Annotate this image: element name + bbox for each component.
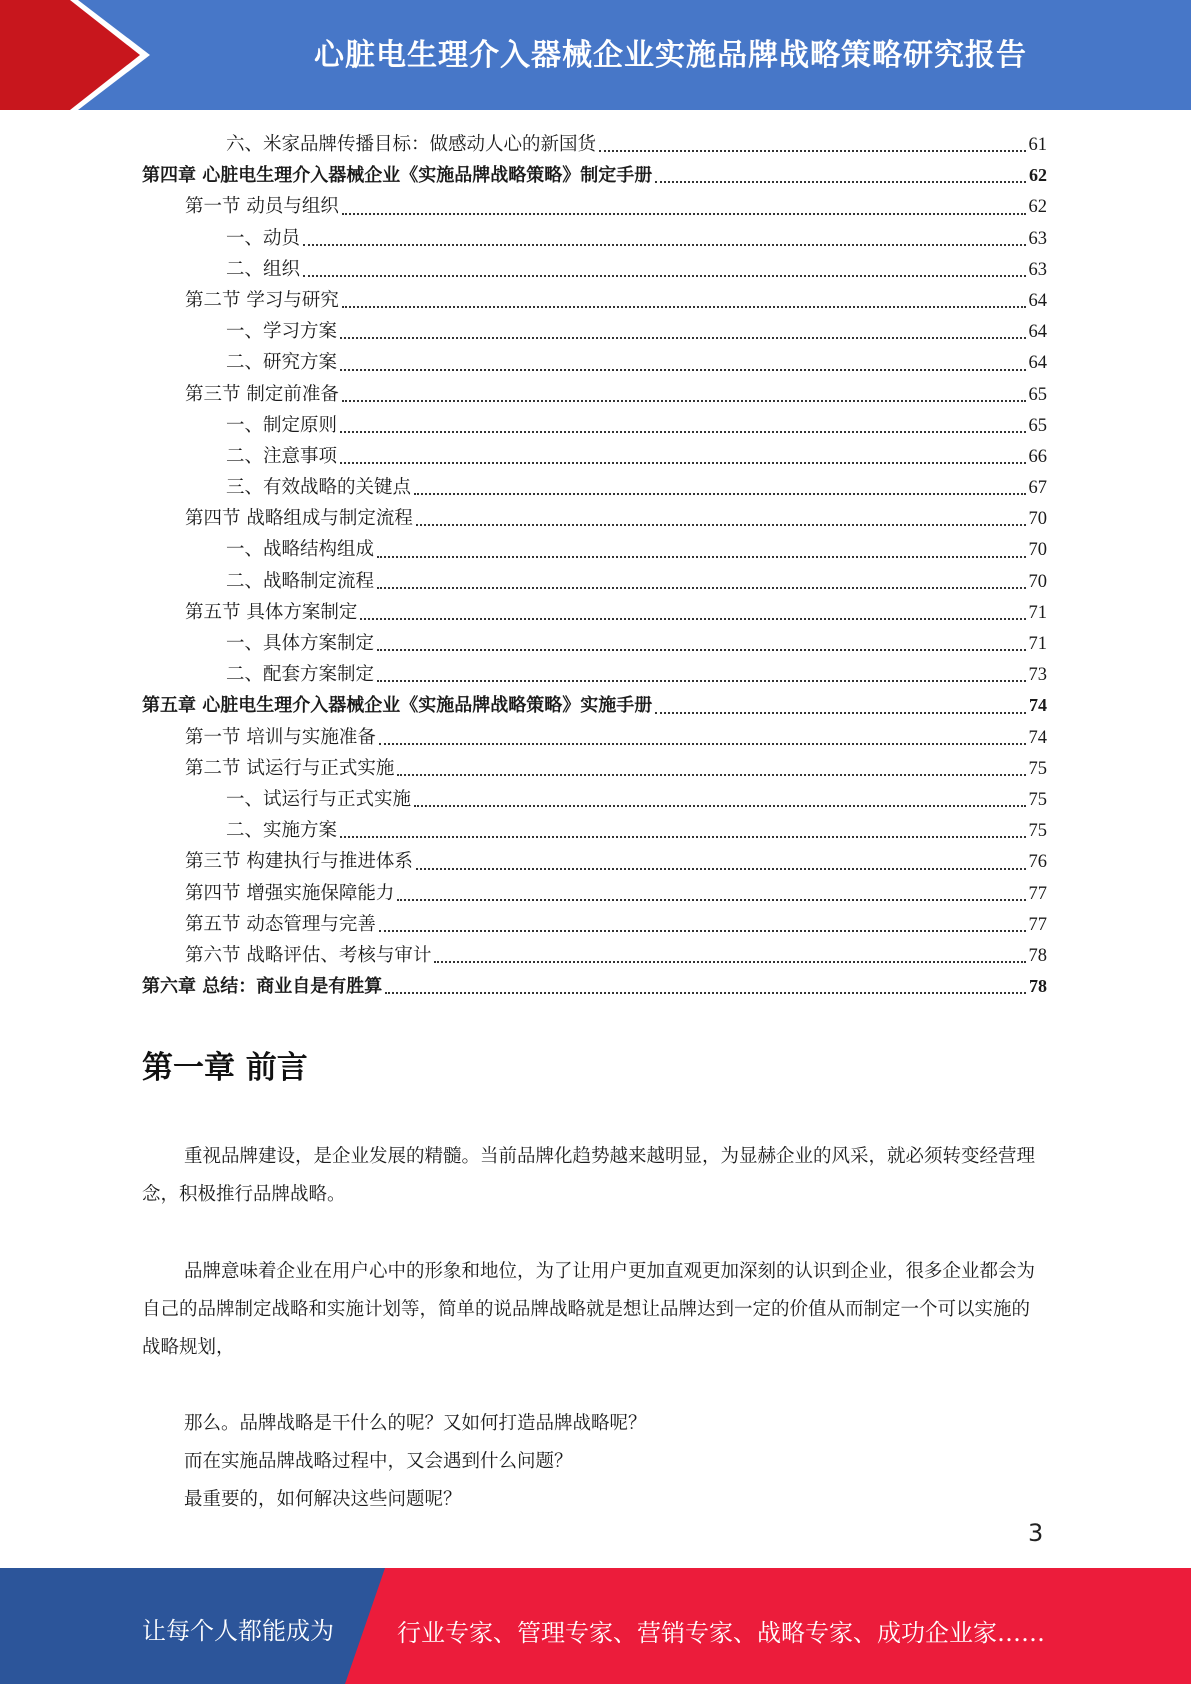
toc-section-entry[interactable] [142,191,1047,222]
toc-page-number: 70 [1028,571,1047,592]
header-title: 心脏电生理介入器械企业实施品牌战略策略研究报告 [314,38,1027,73]
toc-entry-title: 第五节 具体方案制定 [185,601,358,623]
toc-section-entry[interactable] [142,503,1047,534]
toc-dot-leader [340,430,1025,433]
toc-entry-title: 第四节 战略组成与制定流程 [185,508,413,530]
toc-page-number: 77 [1028,883,1047,904]
toc-entry-title: 一、动员 [226,227,301,249]
toc-page-number: 66 [1028,446,1047,467]
toc-section-entry[interactable] [142,878,1047,909]
toc-page-number: 63 [1028,228,1047,249]
page-header [0,0,1191,110]
toc-entry-title: 第五节 动态管理与完善 [185,913,376,935]
toc-page-number: 75 [1028,821,1047,842]
toc-dot-leader [414,492,1025,495]
toc-entry-title: 一、具体方案制定 [226,633,375,654]
toc-dot-leader [385,991,1026,994]
question-list [142,1405,1047,1519]
toc-dot-leader [340,336,1025,339]
footer-slogan-right: 行业专家、管理专家、营销专家、战略专家、成功企业家…… [397,1619,1045,1647]
toc-dot-leader [342,399,1026,402]
toc-dot-leader [377,586,1025,589]
toc-dot-leader [655,711,1026,714]
toc-entry-title: 第五章 心脏电生理介入器械企业《实施品牌战略策略》实施手册 [142,695,653,717]
toc-page-number: 75 [1028,789,1047,810]
toc-entry-title: 一、试运行与正式实施 [226,788,412,810]
toc-subsection-entry[interactable] [142,628,1047,659]
toc-page-number: 78 [1028,945,1047,966]
toc-page-number: 77 [1028,914,1047,935]
chapter-title: 第一章 前言 [142,1050,308,1086]
toc-page-number: 71 [1028,634,1047,654]
toc-dot-leader [377,555,1025,558]
toc-page-number: 64 [1028,322,1047,343]
toc-entry-title: 第一节 培训与实施准备 [185,726,376,748]
toc-subsection-entry[interactable] [142,441,1047,472]
page-number: 3 [1028,1519,1044,1547]
toc-entry-title: 第六节 战略评估、考核与审计 [185,944,432,966]
toc-subsection-entry[interactable] [142,815,1047,846]
toc-subsection-entry[interactable] [142,316,1047,347]
toc-page-number: 61 [1028,135,1047,155]
toc-dot-leader [303,243,1025,246]
toc-dot-leader [342,212,1026,215]
question-line-1: 那么。品牌战略是干什么的呢？又如何打造品牌战略呢？ [184,1413,647,1434]
toc-entry-title: 第二节 试运行与正式实施 [185,757,395,779]
toc-subsection-entry[interactable] [142,534,1047,565]
toc-dot-leader [434,960,1025,963]
toc-entry-title: 第四章 心脏电生理介入器械企业《实施品牌战略策略》制定手册 [142,165,653,187]
toc-entry-title: 一、学习方案 [226,321,338,343]
toc-subsection-entry[interactable] [142,347,1047,378]
toc-entry-title: 二、实施方案 [226,820,338,842]
toc-section-entry[interactable] [142,379,1047,410]
paragraph-1: 重视品牌建设，是企业发展的精髓。当前品牌化趋势越来越明显，为显赫企业的风采，就必须转变经营理念，积极推行品牌战略。 [142,1146,1036,1205]
toc-dot-leader [416,867,1026,870]
toc-page-number: 65 [1028,415,1047,436]
toc-entry-title: 二、注意事项 [226,445,338,467]
toc-dot-leader [655,180,1026,183]
toc-page-number: 64 [1028,353,1047,374]
toc-page-number: 64 [1028,290,1047,311]
toc-entry-title: 二、组织 [226,258,301,280]
toc-page-number: 63 [1028,259,1047,280]
toc-entry-title: 第四节 增强实施保障能力 [185,882,395,904]
toc-subsection-entry[interactable] [142,254,1047,285]
toc-section-entry[interactable] [142,285,1047,316]
toc-entry-title: 第一节 动员与组织 [185,196,339,218]
table-of-contents [142,129,1047,1002]
toc-dot-leader [416,523,1026,526]
toc-section-entry[interactable] [142,909,1047,940]
toc-page-number: 62 [1029,165,1047,186]
toc-dot-leader [340,835,1025,838]
toc-section-entry[interactable] [142,846,1047,877]
toc-dot-leader [379,929,1026,932]
toc-entry-title: 第三节 制定前准备 [185,383,339,405]
toc-entry-title: 第六章 总结：商业自是有胜算 [142,976,383,998]
toc-dot-leader [340,461,1025,464]
toc-dot-leader [377,679,1025,682]
header-red-arrow [0,0,140,110]
toc-subsection-entry[interactable] [142,472,1047,503]
toc-dot-leader [379,742,1026,745]
toc-page-number: 76 [1028,852,1047,873]
toc-subsection-entry[interactable] [142,129,1047,160]
toc-entry-title: 六、米家品牌传播目标：做感动人心的新国货 [226,134,597,155]
toc-page-number: 65 [1028,384,1047,405]
toc-entry-title: 一、战略结构组成 [226,539,375,561]
toc-dot-leader [414,804,1025,807]
page-footer [0,1568,1191,1684]
toc-entry-title: 二、研究方案 [226,352,338,374]
toc-subsection-entry[interactable] [142,223,1047,254]
toc-chapter-entry[interactable] [142,160,1047,191]
toc-subsection-entry[interactable] [142,410,1047,441]
toc-chapter-entry[interactable] [142,971,1047,1002]
toc-entry-title: 三、有效战略的关键点 [226,477,412,499]
toc-page-number: 67 [1028,478,1047,499]
toc-dot-leader [377,648,1025,651]
toc-dot-leader [340,368,1025,371]
toc-subsection-entry[interactable] [142,659,1047,690]
toc-entry-title: 一、制定原则 [226,414,338,436]
toc-chapter-entry[interactable] [142,690,1047,721]
toc-page-number: 70 [1028,540,1047,561]
toc-page-number: 62 [1028,197,1047,218]
toc-section-entry[interactable] [142,753,1047,784]
toc-section-entry[interactable] [142,940,1047,971]
toc-section-entry[interactable] [142,597,1047,628]
question-line-3: 最重要的，如何解决这些问题呢？ [184,1489,462,1510]
toc-page-number: 74 [1028,727,1047,748]
toc-entry-title: 第二节 学习与研究 [185,289,339,311]
toc-page-number: 73 [1028,665,1047,686]
toc-subsection-entry[interactable] [142,566,1047,597]
toc-subsection-entry[interactable] [142,784,1047,815]
toc-section-entry[interactable] [142,722,1047,753]
toc-dot-leader [360,617,1025,620]
toc-entry-title: 二、配套方案制定 [226,664,375,686]
footer-slogan-left: 让每个人都能成为 [142,1617,334,1645]
toc-dot-leader [397,898,1025,901]
toc-dot-leader [397,773,1025,776]
toc-page-number: 70 [1028,509,1047,530]
toc-page-number: 71 [1028,602,1047,623]
toc-entry-title: 第三节 构建执行与推进体系 [185,851,413,873]
question-line-2: 而在实施品牌战略过程中，又会遇到什么问题？ [184,1451,573,1472]
toc-dot-leader [599,149,1025,152]
toc-page-number: 78 [1029,976,1047,997]
toc-page-number: 74 [1029,695,1047,716]
toc-dot-leader [342,305,1026,308]
toc-page-number: 75 [1028,758,1047,779]
toc-entry-title: 二、战略制定流程 [226,570,375,592]
toc-dot-leader [303,274,1025,277]
paragraph-2: 品牌意味着企业在用户心中的形象和地位，为了让用户更加直观更加深刻的认识到企业，很多企业都会为自己的品牌制定战略和实施计划等，简单的说品牌战略就是想让品牌达到一定的价值从而制定一个可以实施的战略规划， [142,1261,1036,1358]
